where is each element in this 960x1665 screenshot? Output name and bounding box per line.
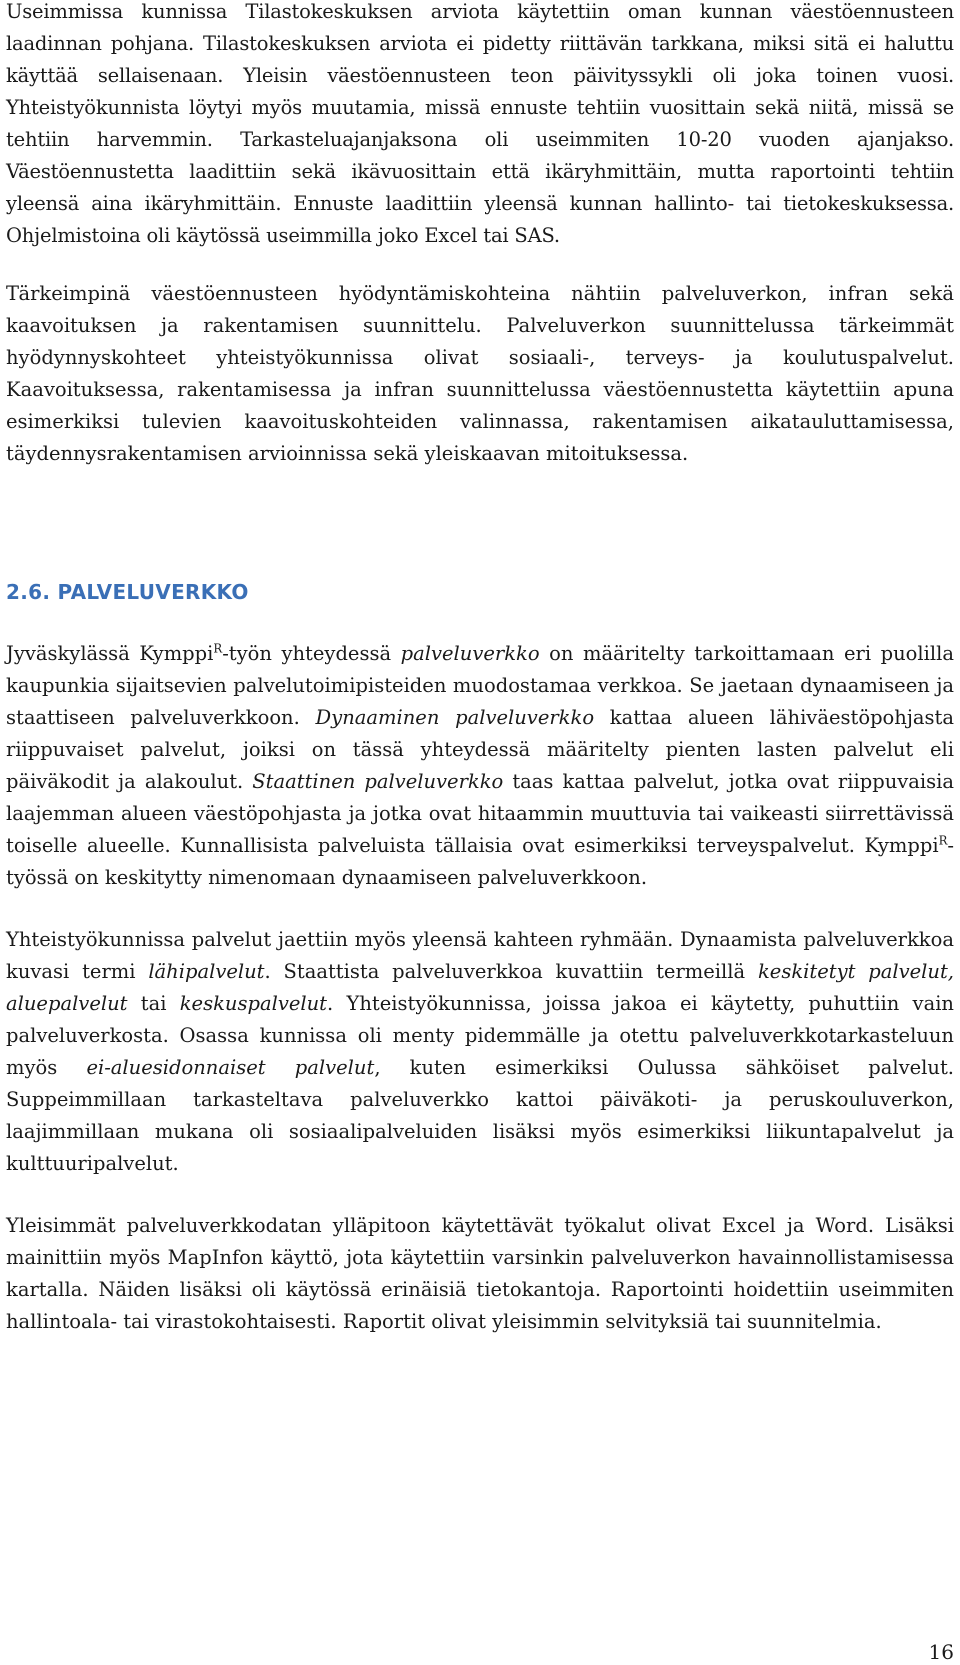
- text-segment: . Yhteistyökunnissa, joissa jakoa ei käytetty, puhuttiin vain palveluverkosta. Osassa kunnissa oli menty pidemmälle ja otettu palveluverkkotarkasteluun myös: [6, 992, 954, 1079]
- italic-term: ei-aluesidonnaiset palvelut: [86, 1056, 375, 1079]
- paragraph-tools: [6, 1210, 954, 1338]
- italic-term: lähipalvelut: [148, 960, 265, 983]
- italic-term: Dynaaminen palveluverkko: [315, 706, 595, 729]
- italic-term: keskitetyt palvelut, aluepalvelut: [6, 960, 954, 1015]
- text-segment: Tärkeimpinä väestöennusteen hyödyntämiskohteina nähtiin palveluverkon, infran sekä kaavoituksen ja rakentamisen suunnittelu. Palveluverkon suunnittelussa tärkeimmät hyödynnyskohteet yhteistyökunnissa olivat sosiaali-, terveys- ja koulutuspalvelut. Kaavoituksessa, rakentamisessa ja infran suunnittelussa väestöennustetta käytettiin apuna esimerkiksi tulevien kaavoituskohteiden valinnassa, rakentamisen aikatauluttamisessa, täydennysrakentamisen arvioinnissa sekä yleiskaavan mitoituksessa.: [6, 282, 954, 465]
- text-segment: Yleisimmät palveluverkkodatan ylläpitoon käytettävät työkalut olivat Excel ja Word. Lisäksi mainittiin myös MapInfon käyttö, jota käytettiin varsinkin palveluverkon havainnollistamisessa kartalla. Näiden lisäksi oli käytössä erinäisiä tietokantoja. Raportointi hoidettiin useimmiten hallintoala- tai virastokohtaisesti. Raportit olivat yleisimmin selvityksiä tai suunnitelmia.: [6, 1214, 954, 1333]
- text-segment: tai: [127, 992, 180, 1015]
- italic-term: Staattinen palveluverkko: [252, 770, 504, 793]
- paragraph-service-groups: [6, 924, 954, 1180]
- paragraph-population-forecast: [6, 0, 954, 252]
- text-segment: kattaa alueen lähiväestöpohjasta riippuvaiset palvelut, joiksi on tässä yhteydessä määritelty pienten lasten palvelut eli päiväkodit ja alakoulut.: [6, 706, 954, 793]
- superscript: R: [938, 833, 948, 848]
- text-segment: . Staattista palveluverkkoa kuvattiin termeillä: [264, 960, 758, 983]
- text-segment: taas kattaa palvelut, jotka ovat riippuvaisia laajemman alueen väestöpohjasta ja jotka ovat hitaammin muuttuvia tai vaikeasti siirrettävissä toiselle alueelle. Kunnallisista palveluista tällaisia ovat esimerkiksi terveyspalvelut. Kymppi: [6, 770, 954, 857]
- superscript: R: [213, 641, 223, 656]
- text-segment: on määritelty tarkoittamaan eri puolilla kaupunkia sijaitsevien palvelutoimipisteiden muodostamaa verkkoa. Se jaetaan dynaamiseen ja staattiseen palveluverkkoon.: [6, 642, 954, 729]
- italic-term: palveluverkko: [400, 642, 540, 665]
- document-body: [6, 0, 954, 1338]
- text-segment: Jyväskylässä Kymppi: [6, 642, 214, 665]
- page-number: 16: [928, 1640, 954, 1664]
- section-heading: 2.6. PALVELUVERKKO: [6, 580, 249, 604]
- text-segment: Useimmissa kunnissa Tilastokeskuksen arviota käytettiin oman kunnan väestöennusteen laadinnan pohjana. Tilastokeskuksen arviota ei pidetty riittävän tarkkana, miksi sitä ei haluttu käyttää sellaisenaan. Yleisin väestöennusteen teon päivityssykli oli joka toinen vuosi. Yhteistyökunnista löytyi myös muutamia, missä ennuste tehtiin vuosittain sekä niitä, missä se tehtiin harvemmin. Tarkasteluajanjaksona oli useimmiten 10-20 vuoden ajanjakso. Väestöennustetta laadittiin sekä ikävuosittain että ikäryhmittäin, mutta raportointi tehtiin yleensä aina ikäryhmittäin. Ennuste laadittiin yleensä kunnan hallinto- tai tietokeskuksessa. Ohjelmistoina oli käytössä useimmilla joko Excel tai SAS.: [6, 0, 954, 247]
- italic-term: keskuspalvelut: [179, 992, 328, 1015]
- text-segment: -työn yhteydessä: [222, 642, 401, 665]
- text-segment: , kuten esimerkiksi Oulussa sähköiset palvelut. Suppeimmillaan tarkasteltava palveluverkko kattoi päiväkoti- ja peruskouluverkon, laajimmillaan mukana oli sosiaalipalveluiden lisäksi myös esimerkiksi liikuntapalvelut ja kulttuuripalvelut.: [6, 1056, 955, 1175]
- text-segment: Yhteistyökunnissa palvelut jaettiin myös yleensä kahteen ryhmään. Dynaamista palveluverkkoa kuvasi termi: [6, 928, 954, 983]
- paragraph-service-network-definition: [6, 638, 954, 894]
- paragraph-forecast-uses: [6, 278, 954, 470]
- text-segment: -työssä on keskitytty nimenomaan dynaamiseen palveluverkkoon.: [6, 834, 954, 889]
